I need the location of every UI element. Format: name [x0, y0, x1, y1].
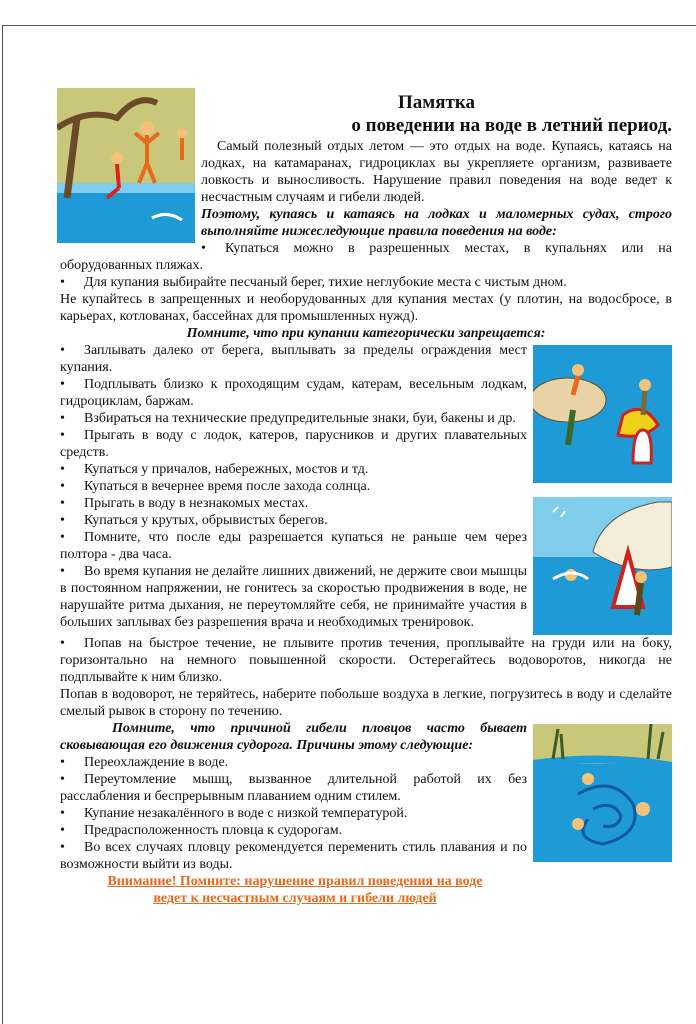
page-subtitle: о поведении на воде в летний период.: [351, 115, 672, 136]
bullet-icon: •: [60, 772, 65, 787]
prohibited-heading: Помните, что при купании категорически запрещается:: [186, 326, 546, 341]
bullet-icon: •: [60, 564, 65, 579]
list-item: • Во время купания не делайте лишних движений, не держите свои мышцы в постоянном напряжении, не гонитесь за скоростью продвижения в воде, не нарушайте ритма дыхания, не переутомляйте себя, не принимайте участия в больших заплывах без разрешения врача и необходимых тренировок.: [60, 564, 527, 630]
bullet-icon: •: [60, 496, 65, 511]
list-item: • Прыгать в воду с лодок, катеров, парусников и других плавательных средств.: [60, 428, 527, 460]
rules-heading: Поэтому, купаясь и катаясь на лодках и маломерных судах, строго выполняйте нижеследующие правила поведения на воде:: [201, 207, 672, 239]
list-item: • Переохлаждение в воде.: [60, 755, 229, 770]
bullet-icon: •: [201, 241, 206, 256]
page-title: Памятка: [398, 92, 475, 113]
bullet-icon: •: [60, 343, 65, 358]
list-item: • Заплывать далеко от берега, выплывать за пределы ограждения мест купания.: [60, 343, 527, 375]
list-item: • Купаться в вечернее время после захода солнца.: [60, 479, 371, 494]
list-item: • Купаться у причалов, набережных, мостов и тд.: [60, 462, 369, 477]
bullet-icon: •: [60, 479, 65, 494]
bullet-icon: •: [60, 530, 65, 545]
list-item: • Купаться можно в разрешенных местах, в купальнях или на оборудованных пляжах.: [60, 241, 672, 273]
bullet-icon: •: [60, 513, 65, 528]
list-item: • Во всех случаях пловцу рекомендуется переменить стиль плавания и по возможности выйти из воды.: [60, 840, 527, 872]
list-item: • Купаться у крутых, обрывистых берегов.: [60, 513, 328, 528]
bullet-icon: •: [60, 377, 65, 392]
whirlpool-note: Попав в водоворот, не теряйтесь, наберите побольше воздуха в легкие, погрузитесь в воду и сделайте смелый рывок в сторону по течению.: [60, 687, 672, 719]
bullet-icon: •: [60, 755, 65, 770]
warning-block: [60, 873, 530, 907]
list-item: • Переутомление мышц, вызванное длительной работой их без расслабления и беспрерывным плаванием одним стилем.: [60, 772, 527, 804]
cramp-heading: Помните, что причиной гибели пловцов часто бывает сковывающая его движения судорога. Причины этому следующие:: [60, 721, 527, 753]
list-item: • Купание незакалённого в воде с низкой температурой.: [60, 806, 408, 821]
document: [60, 92, 672, 907]
list-item: • Прыгать в воду в незнакомых местах.: [60, 496, 309, 511]
illustration-children-jumping-into-water: [57, 88, 195, 243]
list-item: • Попав на быстрое течение, не плывите против течения, проплывайте на груди или на боку, горизонтально на немного повышенной скорости. Остерегайтесь водоворотов, никогда не подплывайте к ним близко.: [60, 636, 672, 685]
list-item: • Для купания выбирайте песчаный берег, тихие неглубокие места с чистым дном.: [60, 275, 567, 290]
warning-line-1: Внимание! Помните: нарушение правил поведения на воде: [107, 874, 483, 889]
list-item: • Помните, что после еды разрешается купаться не раньше чем через полтора - два часа.: [60, 530, 527, 562]
bullet-icon: •: [60, 840, 65, 855]
warning-line-2: ведет к несчастным случаям и гибели людей: [153, 891, 437, 906]
bullet-icon: •: [60, 428, 65, 443]
list-item: • Предрасположенность пловца к судорогам.: [60, 823, 343, 838]
bullet-icon: •: [60, 636, 65, 651]
bullet-icon: •: [60, 823, 65, 838]
bullet-icon: •: [60, 275, 65, 290]
bullet-icon: •: [60, 806, 65, 821]
illustration-ship-and-buoy: [533, 497, 672, 635]
intro-paragraph: Самый полезный отдых летом — это отдых на воде. Купаясь, катаясь на лодках, на катамаранах, гидроциклах вы укрепляете организм, развиваете ловкость и выносливость. Нарушение правил поведения на воде ведет к несчастным случаям и гибели людей.: [201, 139, 672, 205]
bullet-icon: •: [60, 462, 65, 477]
illustration-boat-and-jetski: [533, 345, 672, 483]
list-item: • Подплывать близко к проходящим судам, катерам, весельным лодкам, гидроциклам, баржам.: [60, 377, 527, 409]
rules-note: Не купайтесь в запрещенных и необорудованных для купания местах (у плотин, на водосбросе, в карьерах, котлованах, бассейнах для промышленных нужд).: [60, 292, 672, 324]
illustration-swimmers-in-whirlpool: [533, 724, 672, 862]
list-item: • Взбираться на технические предупредительные знаки, буи, бакены и др.: [60, 411, 516, 426]
bullet-icon: •: [60, 411, 65, 426]
